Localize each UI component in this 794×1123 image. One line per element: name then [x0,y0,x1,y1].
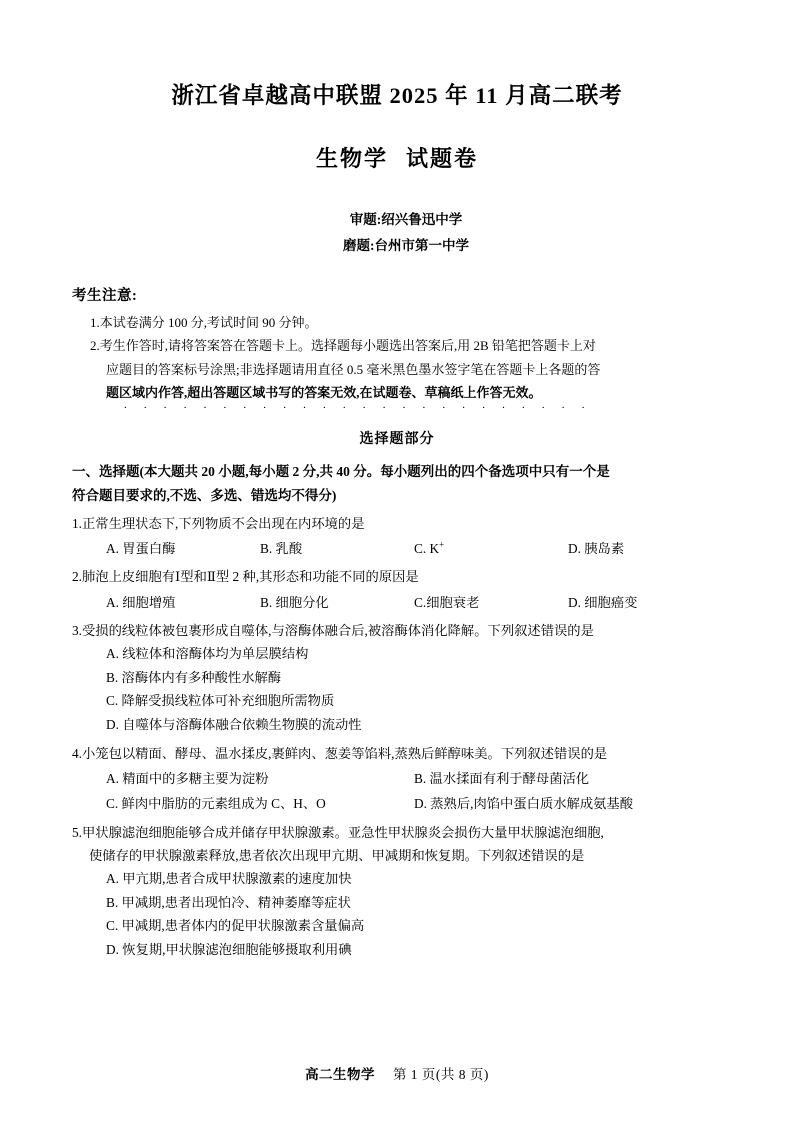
part-one-heading [72,460,722,506]
superscript-plus: + [439,539,445,550]
footer-page-number: 第 1 页(共 8 页) [392,1067,489,1082]
question-3-stem: 3.受损的线粒体被包裹形成自噬体,与溶酶体融合后,被溶酶体消化降解。下列叙述错误的是 [72,622,594,638]
credit-polisher: 磨题:台州市第一中学 [343,237,469,253]
question-3 [72,619,722,737]
paper-type: 试题卷 [406,146,479,171]
question-5-option-b[interactable]: B. 甲减期,患者出现怕冷、精神萎靡等症状 [106,894,351,910]
question-1-options [72,537,722,560]
question-4 [72,742,722,816]
part-one-heading-line2: 符合题目要求的,不选、多选、错选均不得分) [72,487,337,503]
notice-item-1: 1.本试卷满分 100 分,考试时间 90 分钟。 [90,315,318,331]
page-footer [0,1063,794,1083]
question-5-stem-line2: 使储存的甲状腺激素释放,患者依次出现甲亢期、甲减期和恢复期。下列叙述错误的是 [89,847,585,863]
emphasis-dots: . . . . . . . . . . . . . . . . . . . . . . . . [124,398,592,411]
question-2-option-c[interactable]: C.细胞衰老 [414,594,480,610]
question-4-options-row2 [72,792,722,815]
question-5-option-c[interactable]: C. 甲减期,患者体内的促甲状腺激素含量偏高 [106,918,365,934]
notice-list [72,311,722,411]
credit-reviewer: 审题:绍兴鲁迅中学 [349,212,463,227]
question-2-option-d[interactable]: D. 细胞癌变 [568,594,638,610]
footer-label: 高二生物学 [305,1067,376,1082]
question-5 [72,821,722,962]
question-1-option-a[interactable]: A. 胃蛋白酶 [106,541,176,557]
notice-heading: 考生注意: [72,288,138,305]
question-2-stem: 2.肺泡上皮细胞有Ⅰ型和Ⅱ型 2 种,其形态和功能不同的原因是 [72,569,419,585]
part-one-heading-line1: 一、选择题(本大题共 20 小题,每小题 2 分,共 40 分。每小题列出的四个备选项中只有一个是 [72,464,610,480]
question-4-option-a[interactable]: A. 精面中的多糖主要为淀粉 [106,771,269,787]
section-title: 选择题部分 [359,432,435,448]
notice-item-2 [72,334,722,411]
question-3-option-d[interactable]: D. 自噬体与溶酶体融合依赖生物膜的流动性 [106,717,362,733]
page-title: 浙江省卓越高中联盟 2025 年 11 月高二联考 [171,83,623,108]
question-3-option-a[interactable]: A. 线粒体和溶酶体均为单层膜结构 [106,646,309,662]
question-5-stem [72,821,722,868]
question-2-options [72,591,722,614]
question-4-option-c[interactable]: C. 鲜肉中脂肪的元素组成为 C、H、O [106,796,326,812]
question-3-option-c[interactable]: C. 降解受损线粒体可补充细胞所需物质 [106,693,335,709]
question-4-option-b[interactable]: B. 温水揉面有利于酵母菌活化 [414,771,590,787]
subject-name: 生物学 [315,146,388,171]
question-4-stem: 4.小笼包以精面、酵母、温水揉皮,裹鲜肉、葱姜等馅料,蒸熟后鲜醇味美。下列叙述错误的是 [72,745,608,761]
question-1-option-d[interactable]: D. 胰岛素 [568,541,625,557]
question-5-stem-line1: 5.甲状腺滤泡细胞能够合成并储存甲状腺激素。亚急性甲状腺炎会损伤大量甲状腺滤泡细胞, [72,824,604,840]
question-1-option-c[interactable]: C. K+ [414,539,445,557]
question-3-option-b[interactable]: B. 溶酶体内有多种酸性水解酶 [106,669,282,685]
question-5-option-d[interactable]: D. 恢复期,甲状腺滤泡细胞能够摄取利用碘 [106,942,352,958]
notice-item-2-line3: 题区域内作答,超出答题区域书写的答案无效,在试题卷、草稿纸上作答无效。 [106,384,542,400]
question-1 [72,512,722,561]
question-4-options-row1 [72,767,722,790]
question-1-stem: 1.正常生理状态下,下列物质不会出现在内环境的是 [72,515,365,531]
question-4-option-d[interactable]: D. 蒸熟后,肉馅中蛋白质水解成氨基酸 [414,796,634,812]
notice-item-2-line2: 应题目的答案标号涂黑;非选择题请用直径 0.5 毫米黑色墨水签字笔在答题卡上各题的答 [106,361,601,377]
question-5-option-a[interactable]: A. 甲亢期,患者合成甲状腺激素的速度加快 [106,871,352,887]
question-2-option-b[interactable]: B. 细胞分化 [260,594,329,610]
question-1-option-b[interactable]: B. 乳酸 [260,541,303,557]
notice-item-2-line1: 2.考生作答时,请将答案答在答题卡上。选择题每小题选出答案后,用 2B 铅笔把答题卡上对 [90,338,596,354]
question-2 [72,565,722,614]
question-2-option-a[interactable]: A. 细胞增殖 [106,594,176,610]
credits-block [72,207,722,258]
subject-title [72,142,722,173]
